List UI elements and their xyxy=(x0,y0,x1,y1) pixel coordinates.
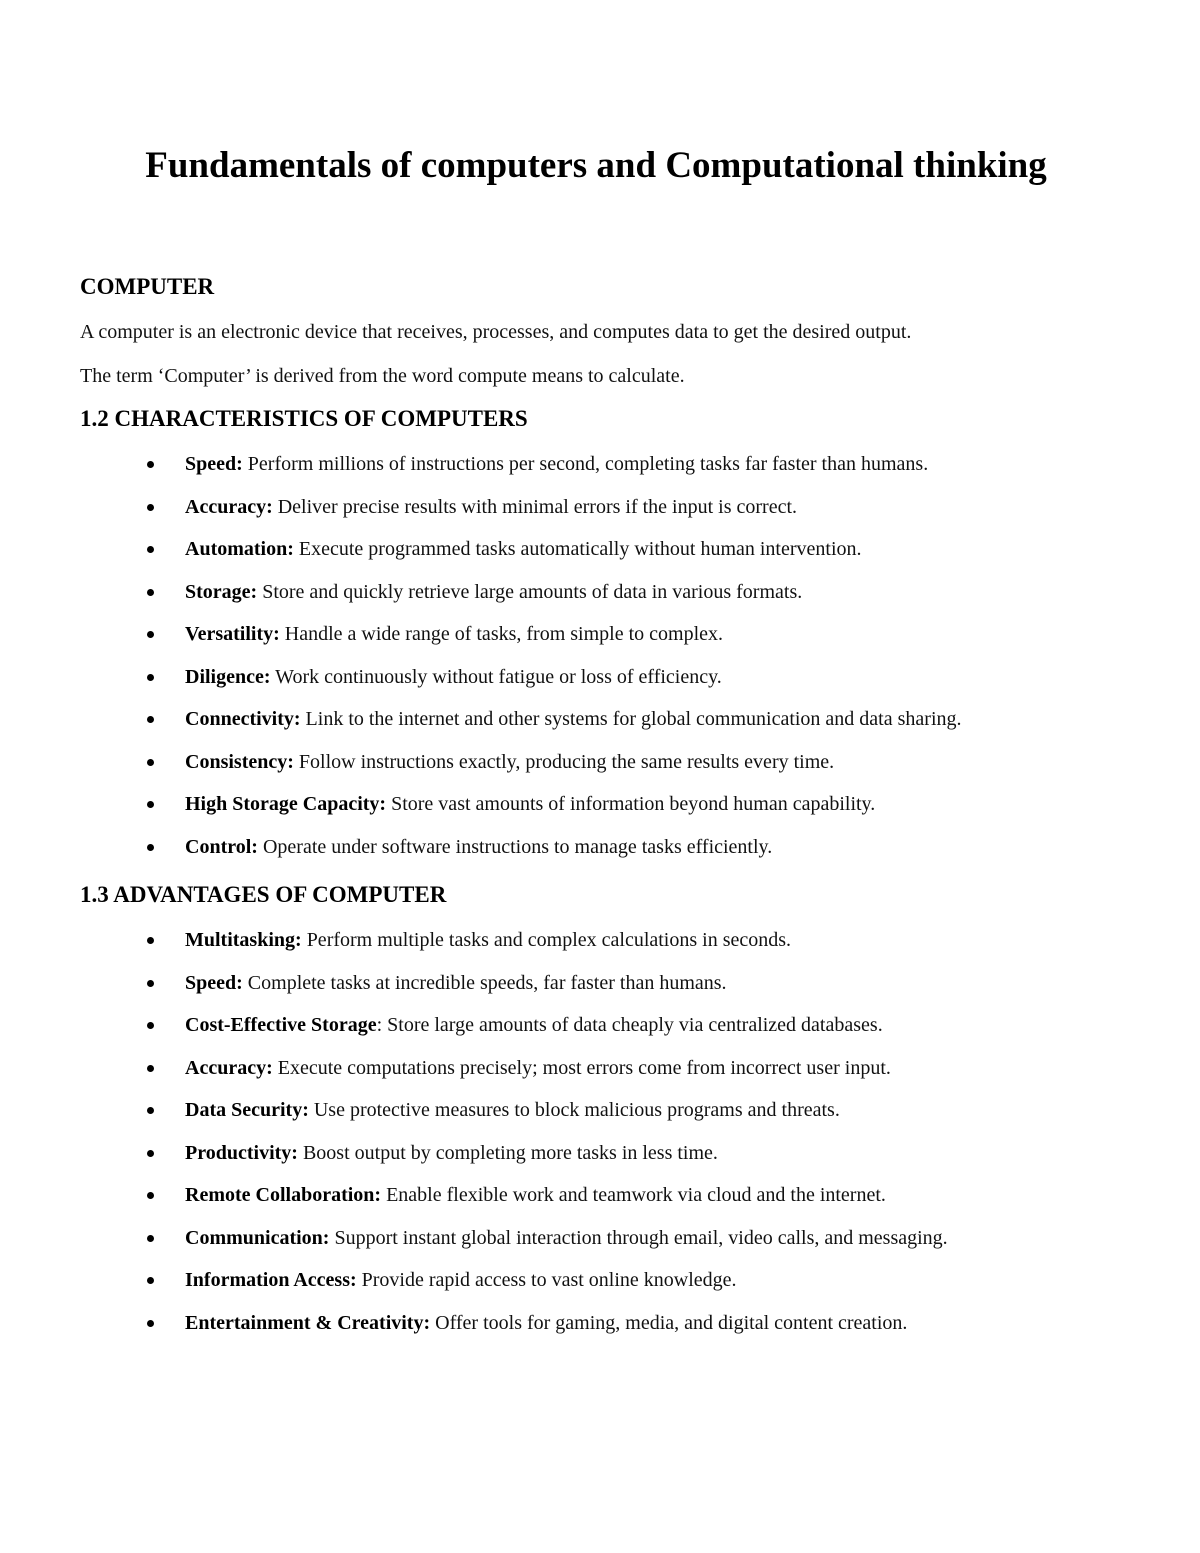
list-item xyxy=(80,528,1140,571)
bullet-icon xyxy=(147,1277,154,1284)
computer-heading: COMPUTER xyxy=(80,274,215,299)
item-term: Productivity: xyxy=(185,1141,298,1164)
list-item xyxy=(80,783,1140,826)
item-text: Enable flexible work and teamwork via cloud and the internet. xyxy=(381,1184,886,1206)
bullet-icon xyxy=(147,937,154,944)
list-item xyxy=(80,1132,1140,1175)
bullet-icon xyxy=(147,1022,154,1029)
item-text: Handle a wide range of tasks, from simple to complex. xyxy=(279,623,724,645)
item-term: Accuracy: xyxy=(185,1056,273,1079)
item-term: Accuracy: xyxy=(185,495,273,518)
bullet-icon xyxy=(147,801,154,808)
computer-definition: A computer is an electronic device that receives, processes, and computes data to get the desired output. xyxy=(80,321,912,343)
item-text: Complete tasks at incredible speeds, far faster than humans. xyxy=(242,971,727,994)
item-text: Execute programmed tasks automatically without human intervention. xyxy=(293,538,862,560)
list-item xyxy=(80,698,1140,741)
bullet-icon xyxy=(147,844,154,851)
item-text: Deliver precise results with minimal errors if the input is correct. xyxy=(272,495,798,518)
item-term: Data Security: xyxy=(185,1099,309,1121)
item-term: Consistency: xyxy=(185,750,294,773)
computer-section xyxy=(80,272,1140,398)
item-term: Speed: xyxy=(185,453,243,475)
item-text: Perform multiple tasks and complex calculations in seconds. xyxy=(301,929,792,951)
list-item xyxy=(80,656,1140,699)
item-text: Perform millions of instructions per second, completing tasks far faster than humans. xyxy=(242,453,929,475)
item-text: Follow instructions exactly, producing the same results every time. xyxy=(293,750,835,773)
list-item xyxy=(80,1174,1140,1217)
item-term: Entertainment & Creativity: xyxy=(185,1311,431,1334)
bullet-icon xyxy=(147,1150,154,1157)
bullet-icon xyxy=(147,1065,154,1072)
item-text: Boost output by completing more tasks in less time. xyxy=(297,1141,718,1164)
list-item xyxy=(80,571,1140,614)
characteristics-heading: 1.2 CHARACTERISTICS OF COMPUTERS xyxy=(80,406,528,431)
bullet-icon xyxy=(147,1107,154,1114)
list-item xyxy=(80,1047,1140,1090)
item-term: Diligence: xyxy=(185,665,271,688)
advantages-heading: 1.3 ADVANTAGES OF COMPUTER xyxy=(80,882,447,907)
document-title: Fundamentals of computers and Computational thinking xyxy=(145,145,1047,186)
list-item xyxy=(80,741,1140,784)
bullet-icon xyxy=(147,504,154,511)
list-item xyxy=(80,486,1140,529)
bullet-icon xyxy=(147,589,154,596)
item-term: Control: xyxy=(185,835,258,858)
list-item xyxy=(80,1089,1140,1132)
item-text: : Store large amounts of data cheaply via centralized databases. xyxy=(376,1014,883,1036)
item-term: Storage: xyxy=(185,580,258,603)
list-item xyxy=(80,1302,1140,1345)
list-item xyxy=(80,443,1140,486)
bullet-icon xyxy=(147,1192,154,1199)
list-item xyxy=(80,1004,1140,1047)
item-text: Store and quickly retrieve large amounts of data in various formats. xyxy=(257,580,803,603)
item-term: High Storage Capacity: xyxy=(185,793,387,815)
bullet-icon xyxy=(147,759,154,766)
item-text: Provide rapid access to vast online knowledge. xyxy=(356,1269,737,1291)
list-item xyxy=(80,919,1140,962)
computer-term-origin: The term ‘Computer’ is derived from the word compute means to calculate. xyxy=(80,365,685,387)
list-item xyxy=(80,1259,1140,1302)
item-term: Cost-Effective Storage xyxy=(185,1014,377,1036)
item-term: Versatility: xyxy=(185,623,280,645)
item-term: Speed: xyxy=(185,971,243,994)
list-item xyxy=(80,826,1140,869)
list-item xyxy=(80,1217,1140,1260)
advantages-list xyxy=(80,919,1140,1344)
item-text: Link to the internet and other systems for global communication and data sharing. xyxy=(300,708,962,730)
bullet-icon xyxy=(147,716,154,723)
item-term: Automation: xyxy=(185,538,294,560)
item-text: Operate under software instructions to manage tasks efficiently. xyxy=(257,835,773,858)
item-term: Multitasking: xyxy=(185,929,302,951)
item-text: Store vast amounts of information beyond human capability. xyxy=(386,793,876,815)
item-term: Connectivity: xyxy=(185,708,301,730)
item-term: Remote Collaboration: xyxy=(185,1184,382,1206)
item-text: Support instant global interaction through email, video calls, and messaging. xyxy=(329,1226,948,1249)
item-term: Information Access: xyxy=(185,1269,357,1291)
list-item xyxy=(80,613,1140,656)
bullet-icon xyxy=(147,980,154,987)
item-text: Use protective measures to block malicious programs and threats. xyxy=(308,1099,840,1121)
item-text: Execute computations precisely; most errors come from incorrect user input. xyxy=(272,1056,891,1079)
item-text: Work continuously without fatigue or loss of efficiency. xyxy=(270,665,722,688)
bullet-icon xyxy=(147,546,154,553)
characteristics-list xyxy=(80,443,1140,868)
bullet-icon xyxy=(147,461,154,468)
bullet-icon xyxy=(147,1320,154,1327)
advantages-section xyxy=(80,880,1140,1344)
list-item xyxy=(80,962,1140,1005)
bullet-icon xyxy=(147,631,154,638)
bullet-icon xyxy=(147,674,154,681)
item-text: Offer tools for gaming, media, and digital content creation. xyxy=(430,1311,908,1334)
item-term: Communication: xyxy=(185,1226,330,1249)
bullet-icon xyxy=(147,1235,154,1242)
characteristics-section xyxy=(80,404,1140,868)
